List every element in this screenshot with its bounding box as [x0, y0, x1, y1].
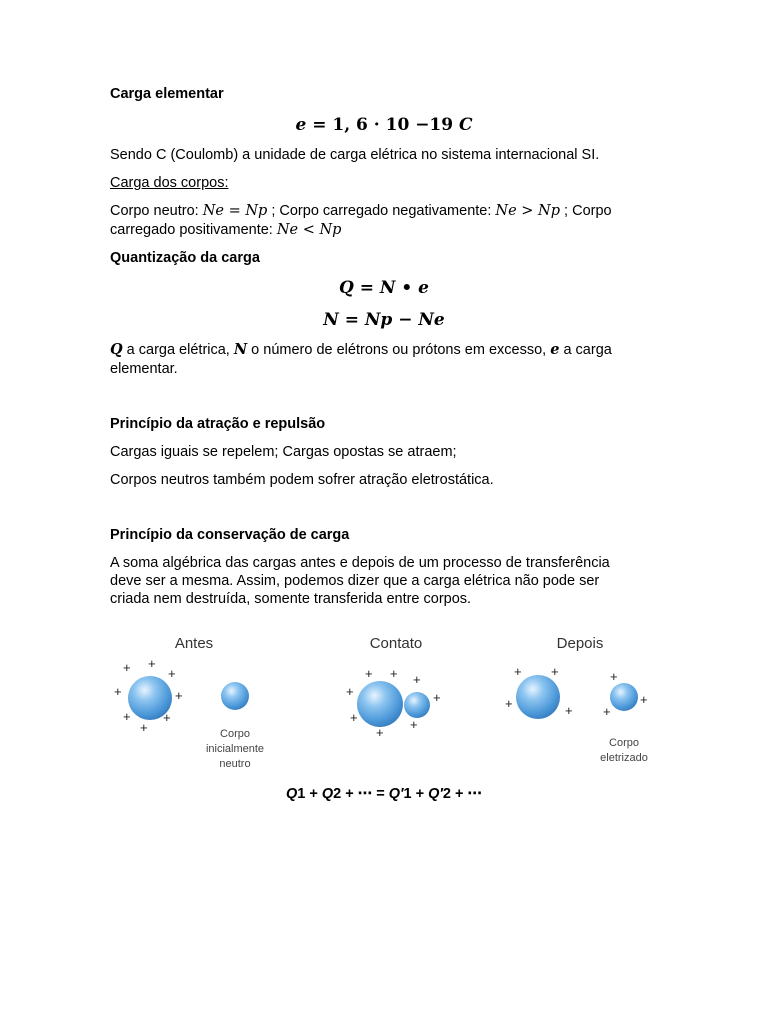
svg-text:+: + [346, 684, 354, 699]
svg-text:+: + [376, 725, 384, 740]
sphere-contato-small [404, 692, 430, 718]
heading-conservacao: Princípio da conservação de carga [110, 527, 350, 543]
text-carga-eletrica: a carga elétrica, [122, 342, 234, 358]
heading-quantizacao: Quantização da carga [110, 250, 260, 266]
svg-text:+: + [168, 666, 176, 681]
symbol-e: e [550, 341, 560, 358]
svg-text:+: + [123, 660, 131, 675]
equation-charge-conservation: Q1 + Q2 + ⋯ = Q′1 + Q′2 + ⋯ [286, 786, 482, 802]
equation-elementary-charge [0, 115, 768, 135]
svg-text:Corpo: Corpo [609, 737, 639, 749]
paragraph-corpos-line2 [110, 221, 341, 239]
text-corpo: ; Corpo [560, 203, 612, 219]
paragraph-conservacao-line1: A soma algébrica das cargas antes e depois de um processo de transferência [110, 555, 610, 571]
svg-text:+: + [175, 688, 183, 703]
caption-antes [206, 728, 264, 770]
svg-text:+: + [163, 710, 171, 725]
eq-value: = 1, 6 · 10 −19 [306, 115, 460, 135]
heading-atracao-repulsao: Princípio da atração e repulsão [110, 416, 326, 432]
eq-symbol-e: e [295, 115, 307, 135]
svg-text:+: + [148, 656, 156, 671]
label-antes: Antes [174, 635, 214, 652]
symbol-q: Q [110, 341, 123, 358]
eq-unit-c: C [459, 115, 473, 135]
label-depois: Depois [556, 635, 604, 652]
paragraph-corpos-line1 [110, 202, 612, 220]
label-contato: Contato [369, 635, 423, 652]
svg-text:+: + [610, 669, 618, 684]
text-corpo-neutro: Corpo neutro: [110, 203, 203, 219]
heading-carga-elementar: Carga elementar [110, 86, 224, 102]
svg-text:+: + [390, 666, 398, 681]
math-neutro: Ne = Np [202, 203, 268, 219]
svg-text:+: + [433, 690, 441, 705]
svg-text:+: + [410, 717, 418, 732]
equation-n-np-ne: N = Np − Ne [323, 310, 445, 330]
svg-text:+: + [350, 710, 358, 725]
symbol-n: N [233, 341, 248, 358]
math-positivo: Ne < Np [276, 222, 342, 238]
charge-transfer-figure [110, 628, 660, 778]
svg-text:+: + [413, 672, 421, 687]
svg-text:+: + [505, 696, 513, 711]
svg-text:eletrizado: eletrizado [600, 752, 648, 764]
svg-text:+: + [551, 664, 559, 679]
svg-text:+: + [603, 704, 611, 719]
paragraph-coulomb: Sendo C (Coulomb) a unidade de carga elétrica no sistema internacional SI. [110, 147, 600, 163]
paragraph-conservacao-line2: deve ser a mesma. Assim, podemos dizer que a carga elétrica não pode ser [110, 573, 600, 589]
paragraph-conservacao-line3: criada nem destruída, somente transferida entre corpos. [110, 591, 472, 607]
math-negativo: Ne > Np [495, 203, 561, 219]
sphere-antes-neutral [221, 682, 249, 710]
svg-text:+: + [114, 684, 122, 699]
svg-text:+: + [514, 664, 522, 679]
paragraph-corpos-neutros: Corpos neutros também podem sofrer atração eletrostática. [110, 472, 494, 488]
sphere-contato-large [357, 681, 403, 727]
heading-carga-dos-corpos: Carga dos corpos: [110, 175, 229, 191]
svg-text:+: + [640, 692, 648, 707]
sphere-depois-small [610, 683, 638, 711]
text-numero-eletrons: o número de elétrons ou prótons em excesso, [247, 342, 551, 358]
svg-text:+: + [365, 666, 373, 681]
caption-depois [600, 737, 648, 764]
svg-text:inicialmente: inicialmente [205, 743, 265, 755]
sphere-depois-large [516, 675, 560, 719]
svg-text:+: + [140, 720, 148, 735]
paragraph-quantizacao-line2: elementar. [110, 361, 178, 377]
paragraph-quantizacao-line1 [110, 341, 612, 359]
text-a-carga: a carga [559, 342, 612, 358]
svg-text:+: + [565, 703, 573, 718]
text-negativamente: ; Corpo carregado negativamente: [267, 203, 496, 219]
paragraph-cargas-iguais: Cargas iguais se repelem; Cargas opostas se atraem; [110, 444, 457, 460]
svg-text:+: + [123, 709, 131, 724]
svg-text:Corpo: Corpo [220, 728, 250, 740]
equation-q-ne: Q = N • e [339, 278, 429, 298]
svg-text:neutro: neutro [219, 758, 251, 770]
text-positivamente: carregado positivamente: [110, 222, 277, 238]
